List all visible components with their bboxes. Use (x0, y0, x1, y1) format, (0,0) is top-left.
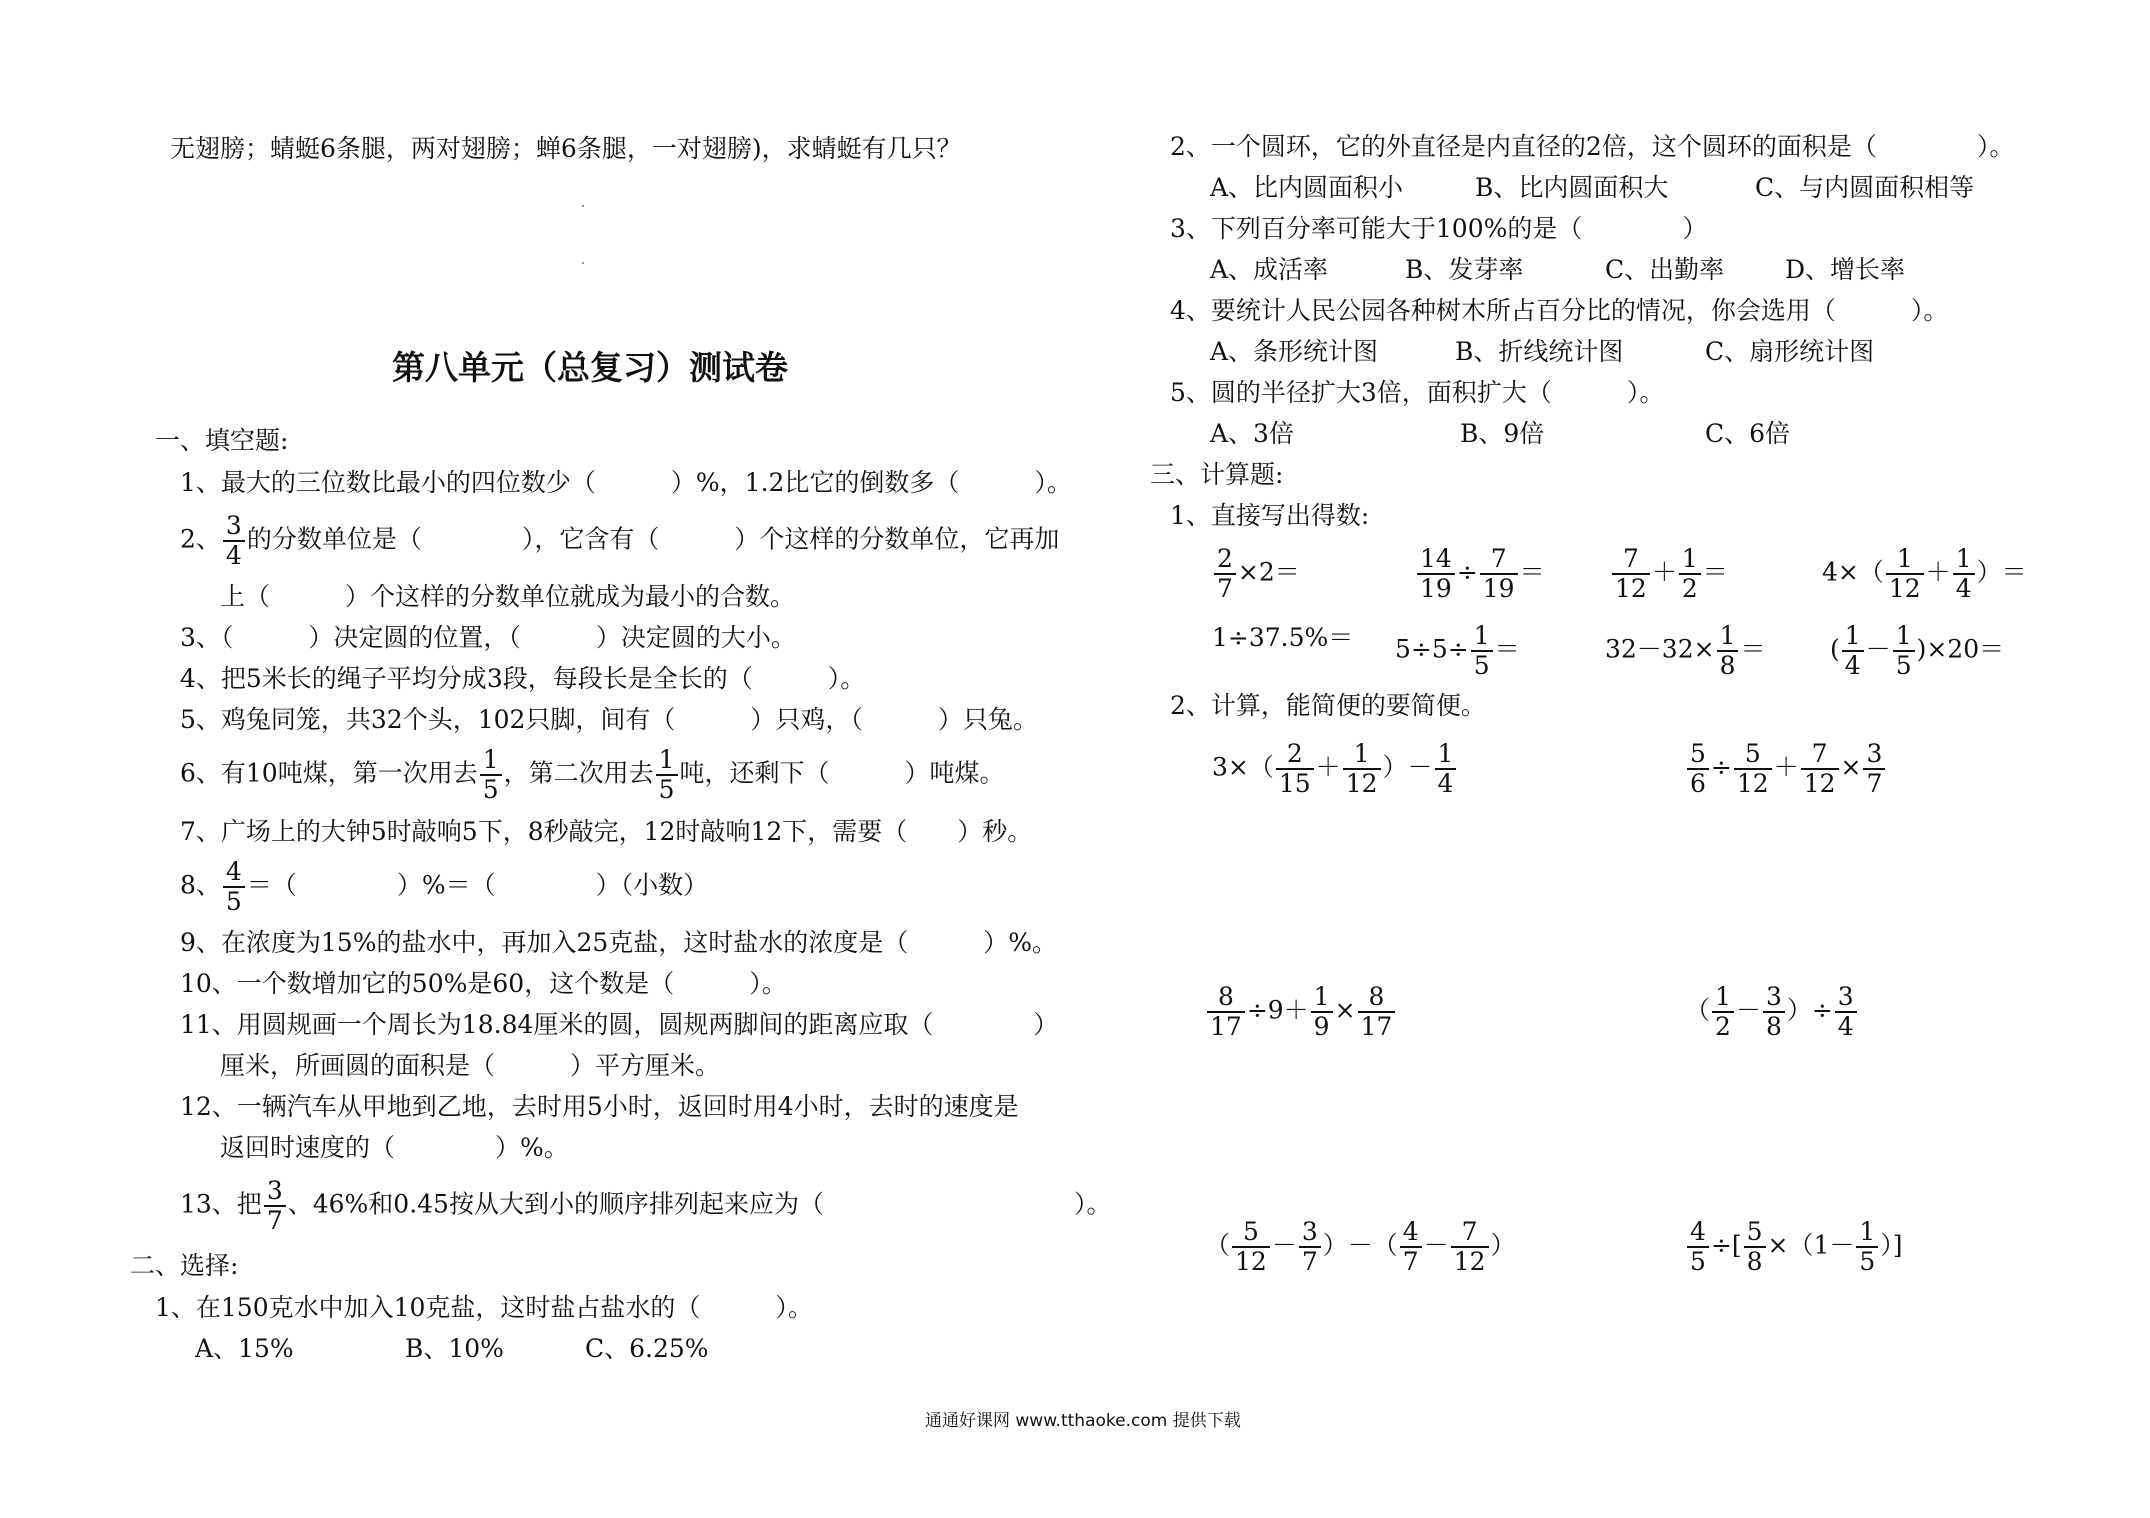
calc-expression: $\frac{14}{19}$ ÷ $\frac{7}{19}$ ＝ (1415, 545, 1545, 603)
option: C、6.25% (585, 1334, 709, 1363)
calc-expression: 4×（ $\frac{1}{12}$ ＋ $\frac{1}{4}$ ）＝ (1822, 544, 2027, 603)
calc-expression: $\frac{2}{7}$ ×2＝ (1212, 545, 1300, 603)
option: C、与内圆面积相等 (1755, 173, 1975, 202)
option: C、出勤率 (1605, 255, 1725, 284)
section-heading: 二、选择: (130, 1251, 239, 1280)
option: B、折线统计图 (1455, 337, 1624, 366)
calc-expression: 32－32× $\frac{1}{8}$ ＝ (1605, 621, 1766, 680)
question: 3、（ ）决定圆的位置，（ ）决定圆的大小。 (180, 623, 796, 652)
option: A、3倍 (1210, 419, 1294, 448)
top-line: 无翅膀；蜻蜓6条腿，两对翅膀；蝉6条腿，一对翅膀)，求蜻蜓有几只？ (170, 134, 962, 163)
question-continuation: 返回时速度的（ ）%。 (220, 1133, 569, 1162)
fraction: $\frac{4}{5}$ (223, 858, 245, 916)
speck (582, 262, 584, 264)
question-continuation: 厘米，所画圆的面积是（ ）平方厘米。 (220, 1051, 721, 1080)
calc-expression: 3×（ $\frac{2}{15}$ ＋ $\frac{1}{12}$ ）－ $\frac{1}{4}$ (1212, 740, 1458, 798)
fraction: $\frac{1}{5}$ (480, 746, 502, 804)
calc-expression: $\frac{7}{12}$ ＋ $\frac{1}{2}$ ＝ (1610, 545, 1728, 603)
question-continuation: 上（ ）个这样的分数单位就成为最小的合数。 (220, 582, 796, 611)
calc-expression: $\frac{5}{6}$ ÷ $\frac{5}{12}$ ＋ $\frac{7}{12}$ × $\frac{3}{7}$ (1685, 740, 1887, 798)
question: 1、直接写出得数: (1170, 501, 1370, 530)
option: B、9倍 (1460, 419, 1545, 448)
question: 4、把5米长的绳子平均分成3段，每段长是全长的（ ）。 (180, 664, 866, 693)
option: A、条形统计图 (1210, 337, 1379, 366)
question: 5、圆的半径扩大3倍，面积扩大（ ）。 (1170, 378, 1665, 407)
question: 4、要统计人民公园各种树木所占百分比的情况，你会选用（ ）。 (1170, 296, 1949, 325)
question: 7、广场上的大钟5时敲响5下，8秒敲完，12时敲响12下，需要（ ）秒。 (180, 817, 1033, 846)
question: 2、一个圆环，它的外直径是内直径的2倍，这个圆环的面积是（ ）。 (1170, 132, 2015, 161)
question-text: 的分数单位是（ ），它含有（ ）个这样的分数单位，它再加 (246, 524, 1060, 554)
option: B、发芽率 (1405, 255, 1524, 284)
calc-expression: （ $\frac{5}{12}$ － $\frac{3}{7}$ ）－（ $\frac{4}{7}$ － $\frac{7}{12}$ ） (1205, 1217, 1516, 1276)
question-number: 2、 (180, 524, 221, 554)
question: 2、计算，能简便的要简便。 (1170, 691, 1486, 720)
question: 12、一辆汽车从甲地到乙地，去时用5小时，返回时用4小时，去时的速度是 (180, 1092, 1019, 1121)
question: 13、把 $\frac{3}{7}$ 、46%和0.45按从大到小的顺序排列起来应为（ ）。 (180, 1176, 1112, 1235)
question: 11、用圆规画一个周长为18.84厘米的圆，圆规两脚间的距离应取（ ） (180, 1010, 1059, 1039)
section-heading: 一、填空题: (155, 426, 289, 455)
option: A、15% (195, 1334, 294, 1363)
page-title: 第八单元（总复习）测试卷 (392, 348, 788, 387)
calc-expression: （ $\frac{1}{2}$ － $\frac{3}{8}$ ）÷ $\frac{3}{4}$ (1685, 983, 1859, 1041)
section-heading: 三、计算题: (1150, 460, 1284, 489)
fraction: $\frac{3}{7}$ (264, 1177, 286, 1235)
option: B、比内圆面积大 (1475, 173, 1669, 202)
fraction: $\frac{3}{4}$ (223, 512, 245, 570)
question: 5、鸡兔同笼，共32个头，102只脚，间有（ ）只鸡，（ ）只兔。 (180, 705, 1038, 734)
question: 1、在150克水中加入10克盐，这时盐占盐水的（ ）。 (155, 1293, 813, 1322)
question: 3、下列百分率可能大于100%的是（ ） (1170, 214, 1708, 243)
question: 9、在浓度为15%的盐水中，再加入25克盐，这时盐水的浓度是（ ）%。 (180, 928, 1058, 957)
footer-text: 通通好课网 www.tthaoke.com 提供下载 (925, 1411, 1241, 1431)
fraction: $\frac{1}{5}$ (656, 746, 678, 804)
calc-expression: 5÷5÷ $\frac{1}{5}$ ＝ (1395, 621, 1520, 680)
question: 10、一个数增加它的50%是60，这个数是（ ）。 (180, 969, 787, 998)
option: A、比内圆面积小 (1210, 173, 1404, 202)
option: B、10% (405, 1334, 504, 1363)
option: C、6倍 (1705, 419, 1791, 448)
calc-expression: ( $\frac{1}{4}$ － $\frac{1}{5}$ )×20＝ (1830, 621, 2005, 680)
option: C、扇形统计图 (1705, 337, 1875, 366)
calc-expression: 1÷37.5%＝ (1212, 623, 1354, 652)
calc-expression: $\frac{4}{5}$ ÷[ $\frac{5}{8}$ ×（1－ $\frac{1}{5}$ ）] (1685, 1218, 1903, 1276)
question: 1、最大的三位数比最小的四位数少（ ）%，1.2比它的倒数多（ ）。 (180, 468, 1072, 497)
question: 8、 $\frac{4}{5}$ ＝（ ）%＝（ ）（小数） (180, 857, 709, 916)
option: A、成活率 (1210, 255, 1329, 284)
option: D、增长率 (1785, 255, 1906, 284)
question (180, 512, 1059, 570)
speck (582, 205, 584, 207)
calc-expression: $\frac{8}{17}$ ÷9＋ $\frac{1}{9}$ × $\frac{8}{17}$ (1205, 983, 1397, 1041)
question: 6、有10吨煤，第一次用去 $\frac{1}{5}$ ，第二次用去 $\frac{1}{5}$ 吨，还剩下（ ）吨煤。 (180, 745, 1005, 804)
